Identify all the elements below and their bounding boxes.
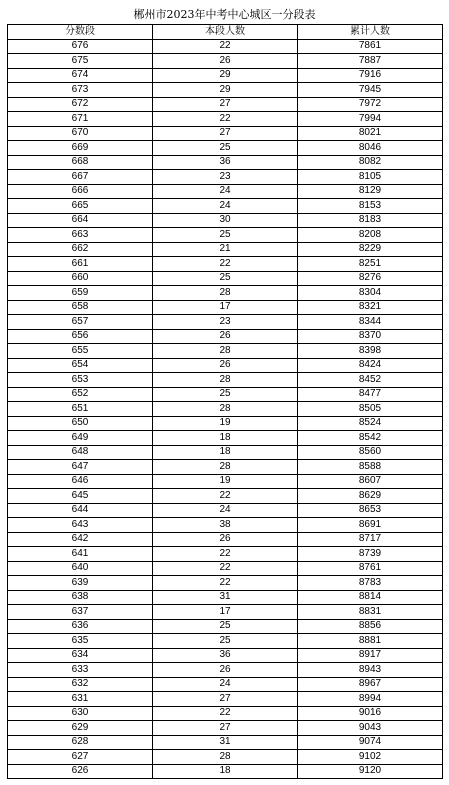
score-cell: 630 (8, 706, 153, 721)
table-row (8, 228, 443, 243)
table-row (8, 373, 443, 388)
table-row (8, 590, 443, 605)
cumulative-count-cell: 9074 (298, 735, 443, 750)
cumulative-count-cell: 8542 (298, 431, 443, 446)
page-title: 郴州市2023年中考中心城区一分段表 (133, 8, 316, 21)
segment-count-cell: 29 (153, 68, 298, 83)
cumulative-count-cell: 8021 (298, 126, 443, 141)
table-body (8, 39, 443, 779)
score-cell: 664 (8, 213, 153, 228)
table-row (8, 68, 443, 83)
score-cell: 674 (8, 68, 153, 83)
cumulative-count-cell: 8856 (298, 619, 443, 634)
table-row (8, 184, 443, 199)
score-cell: 652 (8, 387, 153, 402)
segment-count-cell: 28 (153, 402, 298, 417)
cumulative-count-cell: 7945 (298, 83, 443, 98)
segment-count-cell: 19 (153, 474, 298, 489)
score-cell: 673 (8, 83, 153, 98)
score-cell: 667 (8, 170, 153, 185)
cumulative-count-cell: 8783 (298, 576, 443, 591)
score-cell: 647 (8, 460, 153, 475)
cumulative-count-cell: 8505 (298, 402, 443, 417)
cumulative-count-cell: 8524 (298, 416, 443, 431)
table-row (8, 445, 443, 460)
score-cell: 649 (8, 431, 153, 446)
cumulative-count-cell: 8344 (298, 315, 443, 330)
column-header-segment-count: 本段人数 (153, 25, 298, 40)
segment-count-cell: 29 (153, 83, 298, 98)
table-row (8, 576, 443, 591)
segment-count-cell: 36 (153, 648, 298, 663)
cumulative-count-cell: 8398 (298, 344, 443, 359)
segment-count-cell: 26 (153, 358, 298, 373)
segment-count-cell: 28 (153, 373, 298, 388)
cumulative-count-cell: 8994 (298, 692, 443, 707)
segment-count-cell: 24 (153, 677, 298, 692)
score-cell: 670 (8, 126, 153, 141)
score-cell: 666 (8, 184, 153, 199)
table-row (8, 199, 443, 214)
segment-count-cell: 26 (153, 329, 298, 344)
score-cell: 646 (8, 474, 153, 489)
segment-count-cell: 18 (153, 764, 298, 779)
cumulative-count-cell: 9102 (298, 750, 443, 765)
cumulative-count-cell: 8424 (298, 358, 443, 373)
segment-count-cell: 31 (153, 590, 298, 605)
table-row (8, 315, 443, 330)
column-header-cumulative-count: 累计人数 (298, 25, 443, 40)
cumulative-count-cell: 8629 (298, 489, 443, 504)
score-cell: 655 (8, 344, 153, 359)
table-row (8, 605, 443, 620)
segment-count-cell: 26 (153, 663, 298, 678)
cumulative-count-cell: 7916 (298, 68, 443, 83)
table-row (8, 706, 443, 721)
cumulative-count-cell: 8129 (298, 184, 443, 199)
score-cell: 651 (8, 402, 153, 417)
score-cell: 654 (8, 358, 153, 373)
segment-count-cell: 18 (153, 445, 298, 460)
cumulative-count-cell: 7994 (298, 112, 443, 127)
cumulative-count-cell: 8452 (298, 373, 443, 388)
cumulative-count-cell: 8917 (298, 648, 443, 663)
table-row (8, 213, 443, 228)
score-cell: 641 (8, 547, 153, 562)
cumulative-count-cell: 9016 (298, 706, 443, 721)
cumulative-count-cell: 8967 (298, 677, 443, 692)
cumulative-count-cell: 9043 (298, 721, 443, 736)
score-cell: 658 (8, 300, 153, 315)
segment-count-cell: 28 (153, 460, 298, 475)
table-row (8, 54, 443, 69)
cumulative-count-cell: 8046 (298, 141, 443, 156)
table-row (8, 344, 443, 359)
table-row (8, 141, 443, 156)
table-row (8, 561, 443, 576)
segment-count-cell: 23 (153, 170, 298, 185)
cumulative-count-cell: 8304 (298, 286, 443, 301)
score-cell: 639 (8, 576, 153, 591)
table-row (8, 663, 443, 678)
score-cell: 657 (8, 315, 153, 330)
segment-count-cell: 25 (153, 387, 298, 402)
table-row (8, 547, 443, 562)
table-row (8, 155, 443, 170)
column-header-score: 分数段 (8, 25, 153, 40)
cumulative-count-cell: 8943 (298, 663, 443, 678)
cumulative-count-cell: 8717 (298, 532, 443, 547)
table-row (8, 648, 443, 663)
cumulative-count-cell: 8105 (298, 170, 443, 185)
score-cell: 650 (8, 416, 153, 431)
score-cell: 668 (8, 155, 153, 170)
score-cell: 626 (8, 764, 153, 779)
cumulative-count-cell: 8153 (298, 199, 443, 214)
table-row (8, 170, 443, 185)
segment-count-cell: 30 (153, 213, 298, 228)
cumulative-count-cell: 8881 (298, 634, 443, 649)
score-cell: 648 (8, 445, 153, 460)
cumulative-count-cell: 8477 (298, 387, 443, 402)
table-row (8, 489, 443, 504)
segment-count-cell: 22 (153, 39, 298, 54)
table-row (8, 300, 443, 315)
table-header-row (8, 25, 443, 40)
score-cell: 676 (8, 39, 153, 54)
score-cell: 628 (8, 735, 153, 750)
segment-count-cell: 22 (153, 257, 298, 272)
cumulative-count-cell: 8588 (298, 460, 443, 475)
score-cell: 659 (8, 286, 153, 301)
table-row (8, 503, 443, 518)
table-row (8, 634, 443, 649)
score-cell: 675 (8, 54, 153, 69)
score-cell: 638 (8, 590, 153, 605)
segment-count-cell: 25 (153, 271, 298, 286)
segment-count-cell: 28 (153, 286, 298, 301)
segment-count-cell: 22 (153, 547, 298, 562)
cumulative-count-cell: 8276 (298, 271, 443, 286)
segment-count-cell: 22 (153, 489, 298, 504)
cumulative-count-cell: 8814 (298, 590, 443, 605)
table-row (8, 387, 443, 402)
cumulative-count-cell: 8183 (298, 213, 443, 228)
score-cell: 633 (8, 663, 153, 678)
score-cell: 635 (8, 634, 153, 649)
table-row (8, 329, 443, 344)
table-row (8, 677, 443, 692)
score-cell: 632 (8, 677, 153, 692)
segment-count-cell: 25 (153, 619, 298, 634)
cumulative-count-cell: 9120 (298, 764, 443, 779)
table-row (8, 692, 443, 707)
cumulative-count-cell: 8691 (298, 518, 443, 533)
cumulative-count-cell: 7887 (298, 54, 443, 69)
table-row (8, 431, 443, 446)
cumulative-count-cell: 8082 (298, 155, 443, 170)
segment-count-cell: 22 (153, 706, 298, 721)
score-cell: 671 (8, 112, 153, 127)
cumulative-count-cell: 8208 (298, 228, 443, 243)
score-cell: 640 (8, 561, 153, 576)
segment-count-cell: 17 (153, 300, 298, 315)
table-row (8, 460, 443, 475)
table-row (8, 97, 443, 112)
cumulative-count-cell: 8251 (298, 257, 443, 272)
score-cell: 663 (8, 228, 153, 243)
segment-count-cell: 22 (153, 561, 298, 576)
segment-count-cell: 28 (153, 344, 298, 359)
score-cell: 634 (8, 648, 153, 663)
segment-count-cell: 17 (153, 605, 298, 620)
cumulative-count-cell: 8739 (298, 547, 443, 562)
table-row (8, 402, 443, 417)
segment-count-cell: 31 (153, 735, 298, 750)
segment-count-cell: 25 (153, 634, 298, 649)
table-row (8, 416, 443, 431)
segment-count-cell: 24 (153, 199, 298, 214)
cumulative-count-cell: 8831 (298, 605, 443, 620)
table-row (8, 242, 443, 257)
cumulative-count-cell: 8761 (298, 561, 443, 576)
score-cell: 660 (8, 271, 153, 286)
cumulative-count-cell: 8653 (298, 503, 443, 518)
score-cell: 665 (8, 199, 153, 214)
cumulative-count-cell: 8229 (298, 242, 443, 257)
table-row (8, 619, 443, 634)
segment-count-cell: 22 (153, 576, 298, 591)
table-row (8, 83, 443, 98)
score-cell: 662 (8, 242, 153, 257)
score-cell: 636 (8, 619, 153, 634)
segment-count-cell: 26 (153, 54, 298, 69)
table-row (8, 518, 443, 533)
table-row (8, 358, 443, 373)
segment-count-cell: 38 (153, 518, 298, 533)
segment-count-cell: 28 (153, 750, 298, 765)
table-row (8, 474, 443, 489)
segment-count-cell: 27 (153, 126, 298, 141)
segment-count-cell: 24 (153, 184, 298, 199)
score-cell: 631 (8, 692, 153, 707)
table-row (8, 286, 443, 301)
score-cell: 672 (8, 97, 153, 112)
score-cell: 645 (8, 489, 153, 504)
score-cell: 656 (8, 329, 153, 344)
segment-count-cell: 22 (153, 112, 298, 127)
score-cell: 644 (8, 503, 153, 518)
segment-count-cell: 19 (153, 416, 298, 431)
segment-count-cell: 23 (153, 315, 298, 330)
score-cell: 661 (8, 257, 153, 272)
score-cell: 653 (8, 373, 153, 388)
segment-count-cell: 27 (153, 692, 298, 707)
table-row (8, 735, 443, 750)
segment-count-cell: 26 (153, 532, 298, 547)
table-row (8, 721, 443, 736)
cumulative-count-cell: 7972 (298, 97, 443, 112)
segment-count-cell: 25 (153, 228, 298, 243)
table-row (8, 257, 443, 272)
table-row (8, 271, 443, 286)
score-cell: 669 (8, 141, 153, 156)
segment-count-cell: 24 (153, 503, 298, 518)
segment-count-cell: 18 (153, 431, 298, 446)
segment-count-cell: 27 (153, 97, 298, 112)
table-row (8, 750, 443, 765)
cumulative-count-cell: 8321 (298, 300, 443, 315)
table-row (8, 532, 443, 547)
cumulative-count-cell: 7861 (298, 39, 443, 54)
table-row (8, 112, 443, 127)
segment-count-cell: 25 (153, 141, 298, 156)
score-cell: 642 (8, 532, 153, 547)
segment-count-cell: 27 (153, 721, 298, 736)
segment-count-cell: 36 (153, 155, 298, 170)
segment-count-cell: 21 (153, 242, 298, 257)
cumulative-count-cell: 8370 (298, 329, 443, 344)
score-distribution-table (7, 24, 443, 779)
score-cell: 627 (8, 750, 153, 765)
table-row (8, 764, 443, 779)
cumulative-count-cell: 8560 (298, 445, 443, 460)
score-cell: 637 (8, 605, 153, 620)
score-cell: 629 (8, 721, 153, 736)
table-row (8, 39, 443, 54)
cumulative-count-cell: 8607 (298, 474, 443, 489)
table-row (8, 126, 443, 141)
score-cell: 643 (8, 518, 153, 533)
